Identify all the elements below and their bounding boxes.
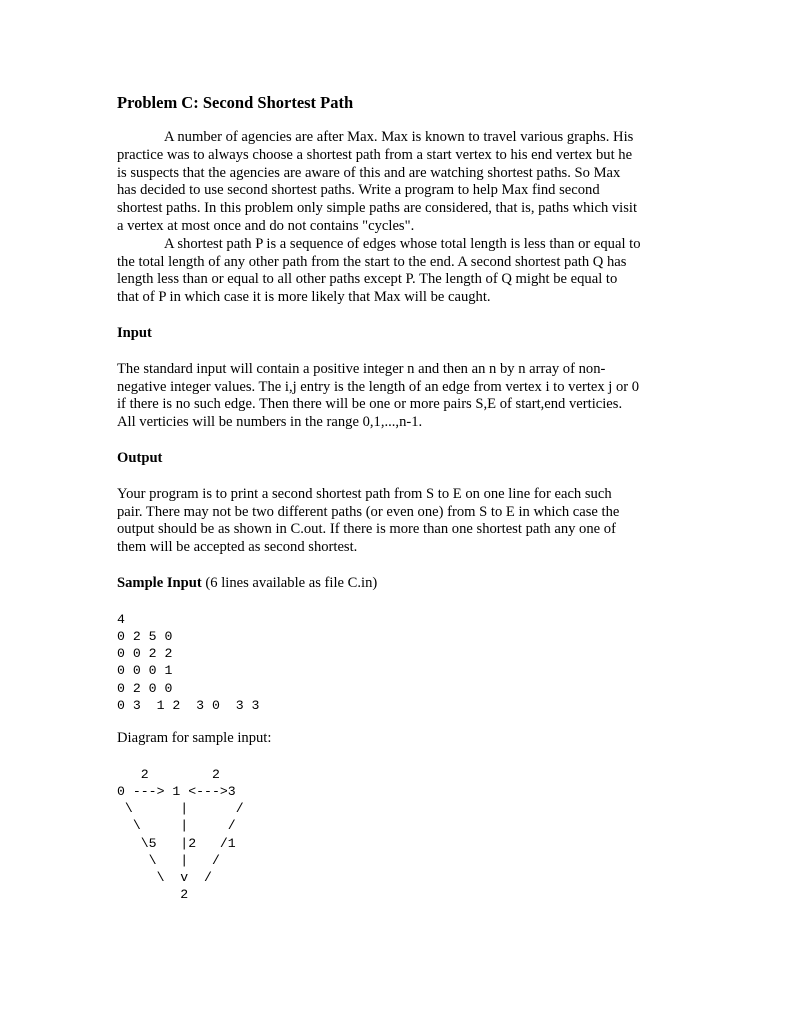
sample-input-code: 4 0 2 5 0 0 0 2 2 0 0 0 1 0 2 0 0 0 3 1 2 3 0 3 3 — [117, 611, 260, 713]
intro-paragraph — [117, 129, 677, 236]
intro-line: is suspects that the agencies are aware of this and are watching shortest paths. So Max — [117, 164, 621, 181]
problem-title: Problem C: Second Shortest Path — [117, 93, 354, 112]
output-heading: Output — [117, 449, 163, 466]
sample-input-label: Sample Input — [117, 574, 202, 591]
document-page — [117, 92, 677, 903]
input-paragraph — [117, 361, 677, 432]
output-line: pair. There may not be two different paths (or even one) from S to E in which case the — [117, 503, 620, 520]
input-line: All verticies will be numbers in the range 0,1,...,n-1. — [117, 414, 423, 431]
output-line: output should be as shown in C.out. If there is more than one shortest path any one of — [117, 521, 616, 538]
output-paragraph — [117, 486, 677, 557]
definition-line: length less than or equal to all other paths except P. The length of Q might be equal to — [117, 271, 618, 288]
graph-diagram: 2 2 0 ---> 1 <--->3 \ | / \ | / \5 |2 /1 \ | / \ v / 2 — [117, 766, 244, 903]
output-line: them will be accepted as second shortest. — [117, 539, 358, 556]
intro-line: a vertex at most once and do not contains "cycles". — [117, 217, 415, 234]
input-line: negative integer values. The i,j entry is the length of an edge from vertex i to vertex j or 0 — [117, 378, 640, 395]
input-heading: Input — [117, 324, 152, 341]
input-line: The standard input will contain a positive integer n and then an n by n array of non- — [117, 360, 606, 377]
intro-line: shortest paths. In this problem only simple paths are considered, that is, paths which visit — [117, 200, 638, 217]
intro-line: A number of agencies are after Max. Max is known to travel various graphs. His — [164, 129, 634, 145]
definition-line: the total length of any other path from the start to the end. A second shortest path Q has — [117, 253, 627, 270]
sample-input-note: (6 lines available as file C.in) — [201, 574, 378, 591]
diagram-caption: Diagram for sample input: — [117, 729, 272, 746]
definition-line: that of P in which case it is more likely that Max will be caught. — [117, 289, 491, 306]
intro-line: has decided to use second shortest paths. Write a program to help Max find second — [117, 182, 600, 199]
input-line: if there is no such edge. Then there will be one or more pairs S,E of start,end verticies. — [117, 396, 623, 413]
definition-paragraph — [117, 236, 677, 307]
sample-input-heading — [117, 575, 677, 593]
intro-line: practice was to always choose a shortest path from a start vertex to his end vertex but he — [117, 146, 633, 163]
output-line: Your program is to print a second shortest path from S to E on one line for each such — [117, 485, 612, 502]
definition-line: A shortest path P is a sequence of edges whose total length is less than or equal to — [164, 235, 641, 252]
